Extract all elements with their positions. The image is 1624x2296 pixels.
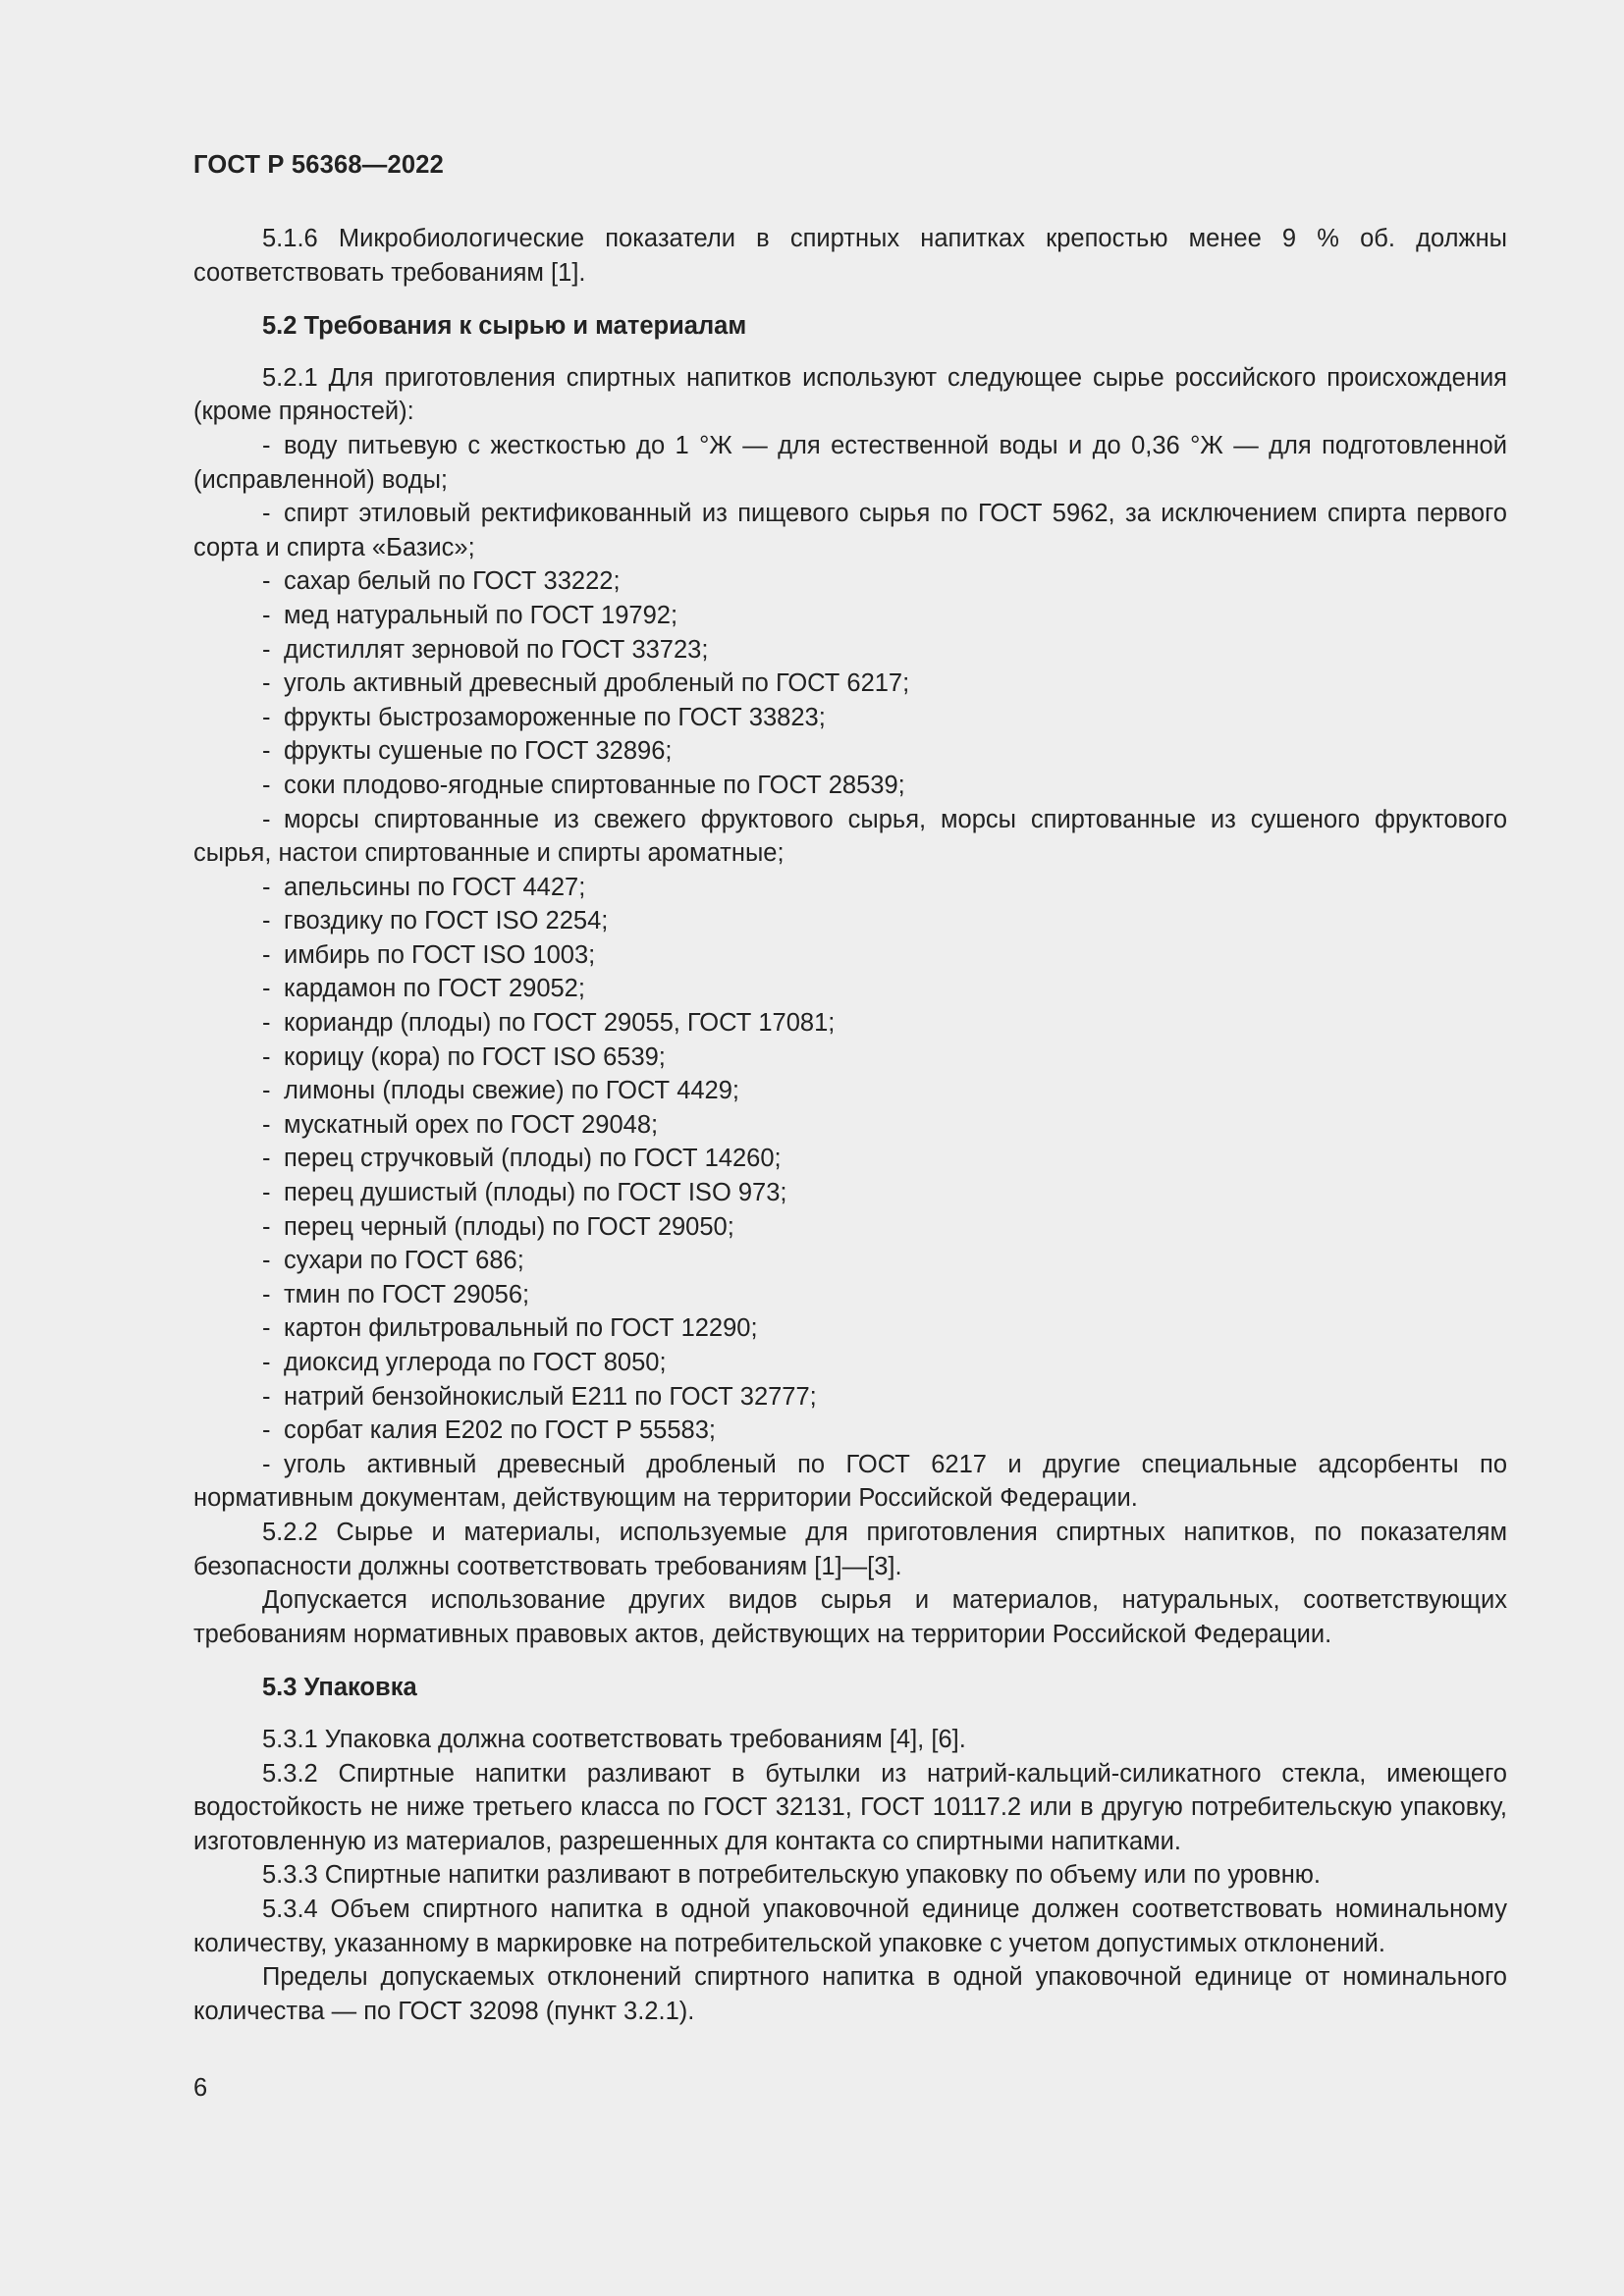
list-item-text: лимоны (плоды свежие) по ГОСТ 4429;: [284, 1077, 740, 1105]
list-item-text: тмин по ГОСТ 29056;: [284, 1280, 530, 1308]
list-item: [193, 904, 1507, 938]
list-marker: -: [262, 1179, 271, 1207]
list-marker: -: [262, 805, 271, 833]
list-item: [193, 1311, 1507, 1346]
list-item-text: сухари по ГОСТ 686;: [284, 1247, 524, 1275]
list-marker: -: [262, 1280, 271, 1308]
list-item-text: фрукты быстрозамороженные по ГОСТ 33823;: [284, 703, 826, 731]
list-item: [193, 1108, 1507, 1143]
list-marker: -: [262, 873, 271, 901]
list-marker: -: [262, 601, 271, 629]
list-item: [193, 1414, 1507, 1448]
paragraph-5-3-3: 5.3.3 Спиртные напитки разливают в потребительскую упаковку по объему или по уровню.: [262, 1861, 1321, 1890]
list-marker: -: [262, 1382, 271, 1411]
list-item-text: апельсины по ГОСТ 4427;: [284, 873, 586, 901]
list-item: [193, 429, 1507, 497]
section-heading-5-2: 5.2 Требования к сырью и материалам: [262, 312, 747, 341]
list-item-text: морсы спиртованные из свежего фруктового сырья, морсы спиртованные из сушеного фруктового сырья, настои спиртованные и спирты ароматные;: [193, 805, 1507, 868]
list-item: [193, 1346, 1507, 1380]
list-item: [193, 1448, 1507, 1516]
list-marker: -: [262, 1247, 271, 1275]
list-item-text: мед натуральный по ГОСТ 19792;: [284, 601, 678, 629]
list-item-text: диоксид углерода по ГОСТ 8050;: [284, 1349, 667, 1376]
paragraph-5-1-6: 5.1.6 Микробиологические показатели в спиртных напитках крепостью менее 9 % об. должны соответствовать требованиям [1].: [193, 225, 1507, 287]
raw-materials-list: [193, 429, 1507, 1516]
list-marker: -: [262, 1416, 271, 1445]
list-item: [193, 1176, 1507, 1210]
list-marker: -: [262, 1314, 271, 1343]
list-item: [193, 871, 1507, 905]
list-marker: -: [262, 975, 271, 1003]
list-marker: -: [262, 1450, 271, 1478]
list-item-text: дистиллят зерновой по ГОСТ 33723;: [284, 635, 709, 664]
list-item: [193, 1041, 1507, 1075]
paragraph-5-3-1: 5.3.1 Упаковка должна соответствовать требованиям [4], [6].: [262, 1725, 966, 1753]
section-heading-5-3: 5.3 Упаковка: [262, 1674, 417, 1702]
list-marker: -: [262, 940, 271, 969]
list-item-text: сахар белый по ГОСТ 33222;: [284, 567, 621, 596]
list-marker: -: [262, 907, 271, 935]
list-item: [193, 1074, 1507, 1108]
list-marker: -: [262, 1009, 271, 1038]
list-item: [193, 734, 1507, 769]
list-item: [193, 938, 1507, 973]
list-marker: -: [262, 500, 271, 528]
list-item-text: уголь активный древесный дробленый по ГОСТ 6217 и другие специальные адсорбенты по нормативным документам, действующим на территории Российской Федерации.: [193, 1450, 1507, 1513]
paragraph-tolerance-limits: Пределы допускаемых отклонений спиртного напитка в одной упаковочной единице от номинального количества — по ГОСТ 32098 (пункт 3.2.1).: [193, 1963, 1507, 2025]
list-item-text: натрий бензойнокислый Е211 по ГОСТ 32777;: [284, 1382, 817, 1411]
list-item-text: перец стручковый (плоды) по ГОСТ 14260;: [284, 1145, 782, 1173]
list-marker: -: [262, 669, 271, 698]
list-item: [193, 599, 1507, 633]
list-marker: -: [262, 1212, 271, 1241]
list-marker: -: [262, 1110, 271, 1139]
list-item: [193, 803, 1507, 871]
list-item: [193, 1210, 1507, 1245]
list-item-text: картон фильтровальный по ГОСТ 12290;: [284, 1314, 758, 1343]
list-item-text: мускатный орех по ГОСТ 29048;: [284, 1110, 659, 1139]
list-item: [193, 1006, 1507, 1041]
paragraph-allowance: Допускается использование других видов сырья и материалов, натуральных, соответствующих требованиям нормативных правовых актов, действующих на территории Российской Федерации.: [193, 1586, 1507, 1648]
list-item: [193, 1244, 1507, 1278]
list-item: [193, 667, 1507, 701]
list-item-text: корицу (кора) по ГОСТ ISO 6539;: [284, 1042, 666, 1071]
paragraph-5-3-2: 5.3.2 Спиртные напитки разливают в бутылки из натрий-кальций-силикатного стекла, имеющего водостойкость не ниже третьего класса по ГОСТ 32131, ГОСТ 10117.2 или в другую потребительскую упаковку, изготовленную из материалов, разрешенных для контакта со спиртными напитками.: [193, 1759, 1507, 1855]
list-item: [193, 497, 1507, 564]
list-item: [193, 769, 1507, 803]
list-item-text: гвоздику по ГОСТ ISO 2254;: [284, 907, 609, 935]
list-marker: -: [262, 1145, 271, 1173]
list-marker: -: [262, 1042, 271, 1071]
list-marker: -: [262, 1077, 271, 1105]
document-body: [193, 222, 1507, 2028]
list-item-text: соки плодово-ягодные спиртованные по ГОСТ 28539;: [284, 771, 905, 799]
list-item: [193, 972, 1507, 1006]
list-item-text: имбирь по ГОСТ ISO 1003;: [284, 940, 596, 969]
paragraph-5-3-4: 5.3.4 Объем спиртного напитка в одной упаковочной единице должен соответствовать номинальному количеству, указанному в маркировке на потребительской упаковке с учетом допустимых отклонений.: [193, 1895, 1507, 1957]
page-number: 6: [193, 2074, 208, 2102]
list-item-text: перец душистый (плоды) по ГОСТ ISO 973;: [284, 1179, 787, 1207]
document-page: [193, 0, 1507, 2296]
list-marker: -: [262, 771, 271, 799]
list-marker: -: [262, 431, 271, 459]
list-marker: -: [262, 1349, 271, 1376]
list-item-text: перец черный (плоды) по ГОСТ 29050;: [284, 1212, 734, 1241]
list-item-text: кориандр (плоды) по ГОСТ 29055, ГОСТ 17081;: [284, 1009, 836, 1038]
list-item: [193, 1278, 1507, 1312]
list-marker: -: [262, 635, 271, 664]
list-item-text: уголь активный древесный дробленый по ГОСТ 6217;: [284, 669, 910, 698]
list-item-text: кардамон по ГОСТ 29052;: [284, 975, 585, 1003]
paragraph-5-2-1: 5.2.1 Для приготовления спиртных напитков используют следующее сырье российского происхождения (кроме пряностей):: [193, 363, 1507, 426]
paragraph-5-2-2: 5.2.2 Сырье и материалы, используемые для приготовления спиртных напитков, по показателям безопасности должны соответствовать требованиям [1]—[3].: [193, 1518, 1507, 1580]
list-item: [193, 564, 1507, 599]
list-item: [193, 633, 1507, 667]
list-item-text: воду питьевую с жесткостью до 1 °Ж — для естественной воды и до 0,36 °Ж — для подготовленной (исправленной) воды;: [193, 431, 1507, 494]
list-marker: -: [262, 737, 271, 766]
list-item-text: фрукты сушеные по ГОСТ 32896;: [284, 737, 673, 766]
list-item: [193, 1142, 1507, 1176]
list-item-text: спирт этиловый ректификованный из пищевого сырья по ГОСТ 5962, за исключением спирта первого сорта и спирта «Базис»;: [193, 500, 1507, 561]
list-item-text: сорбат калия Е202 по ГОСТ Р 55583;: [284, 1416, 716, 1445]
list-item: [193, 701, 1507, 735]
list-item: [193, 1380, 1507, 1415]
list-marker: -: [262, 703, 271, 731]
document-header: ГОСТ Р 56368—2022: [193, 151, 445, 179]
list-marker: -: [262, 567, 271, 596]
